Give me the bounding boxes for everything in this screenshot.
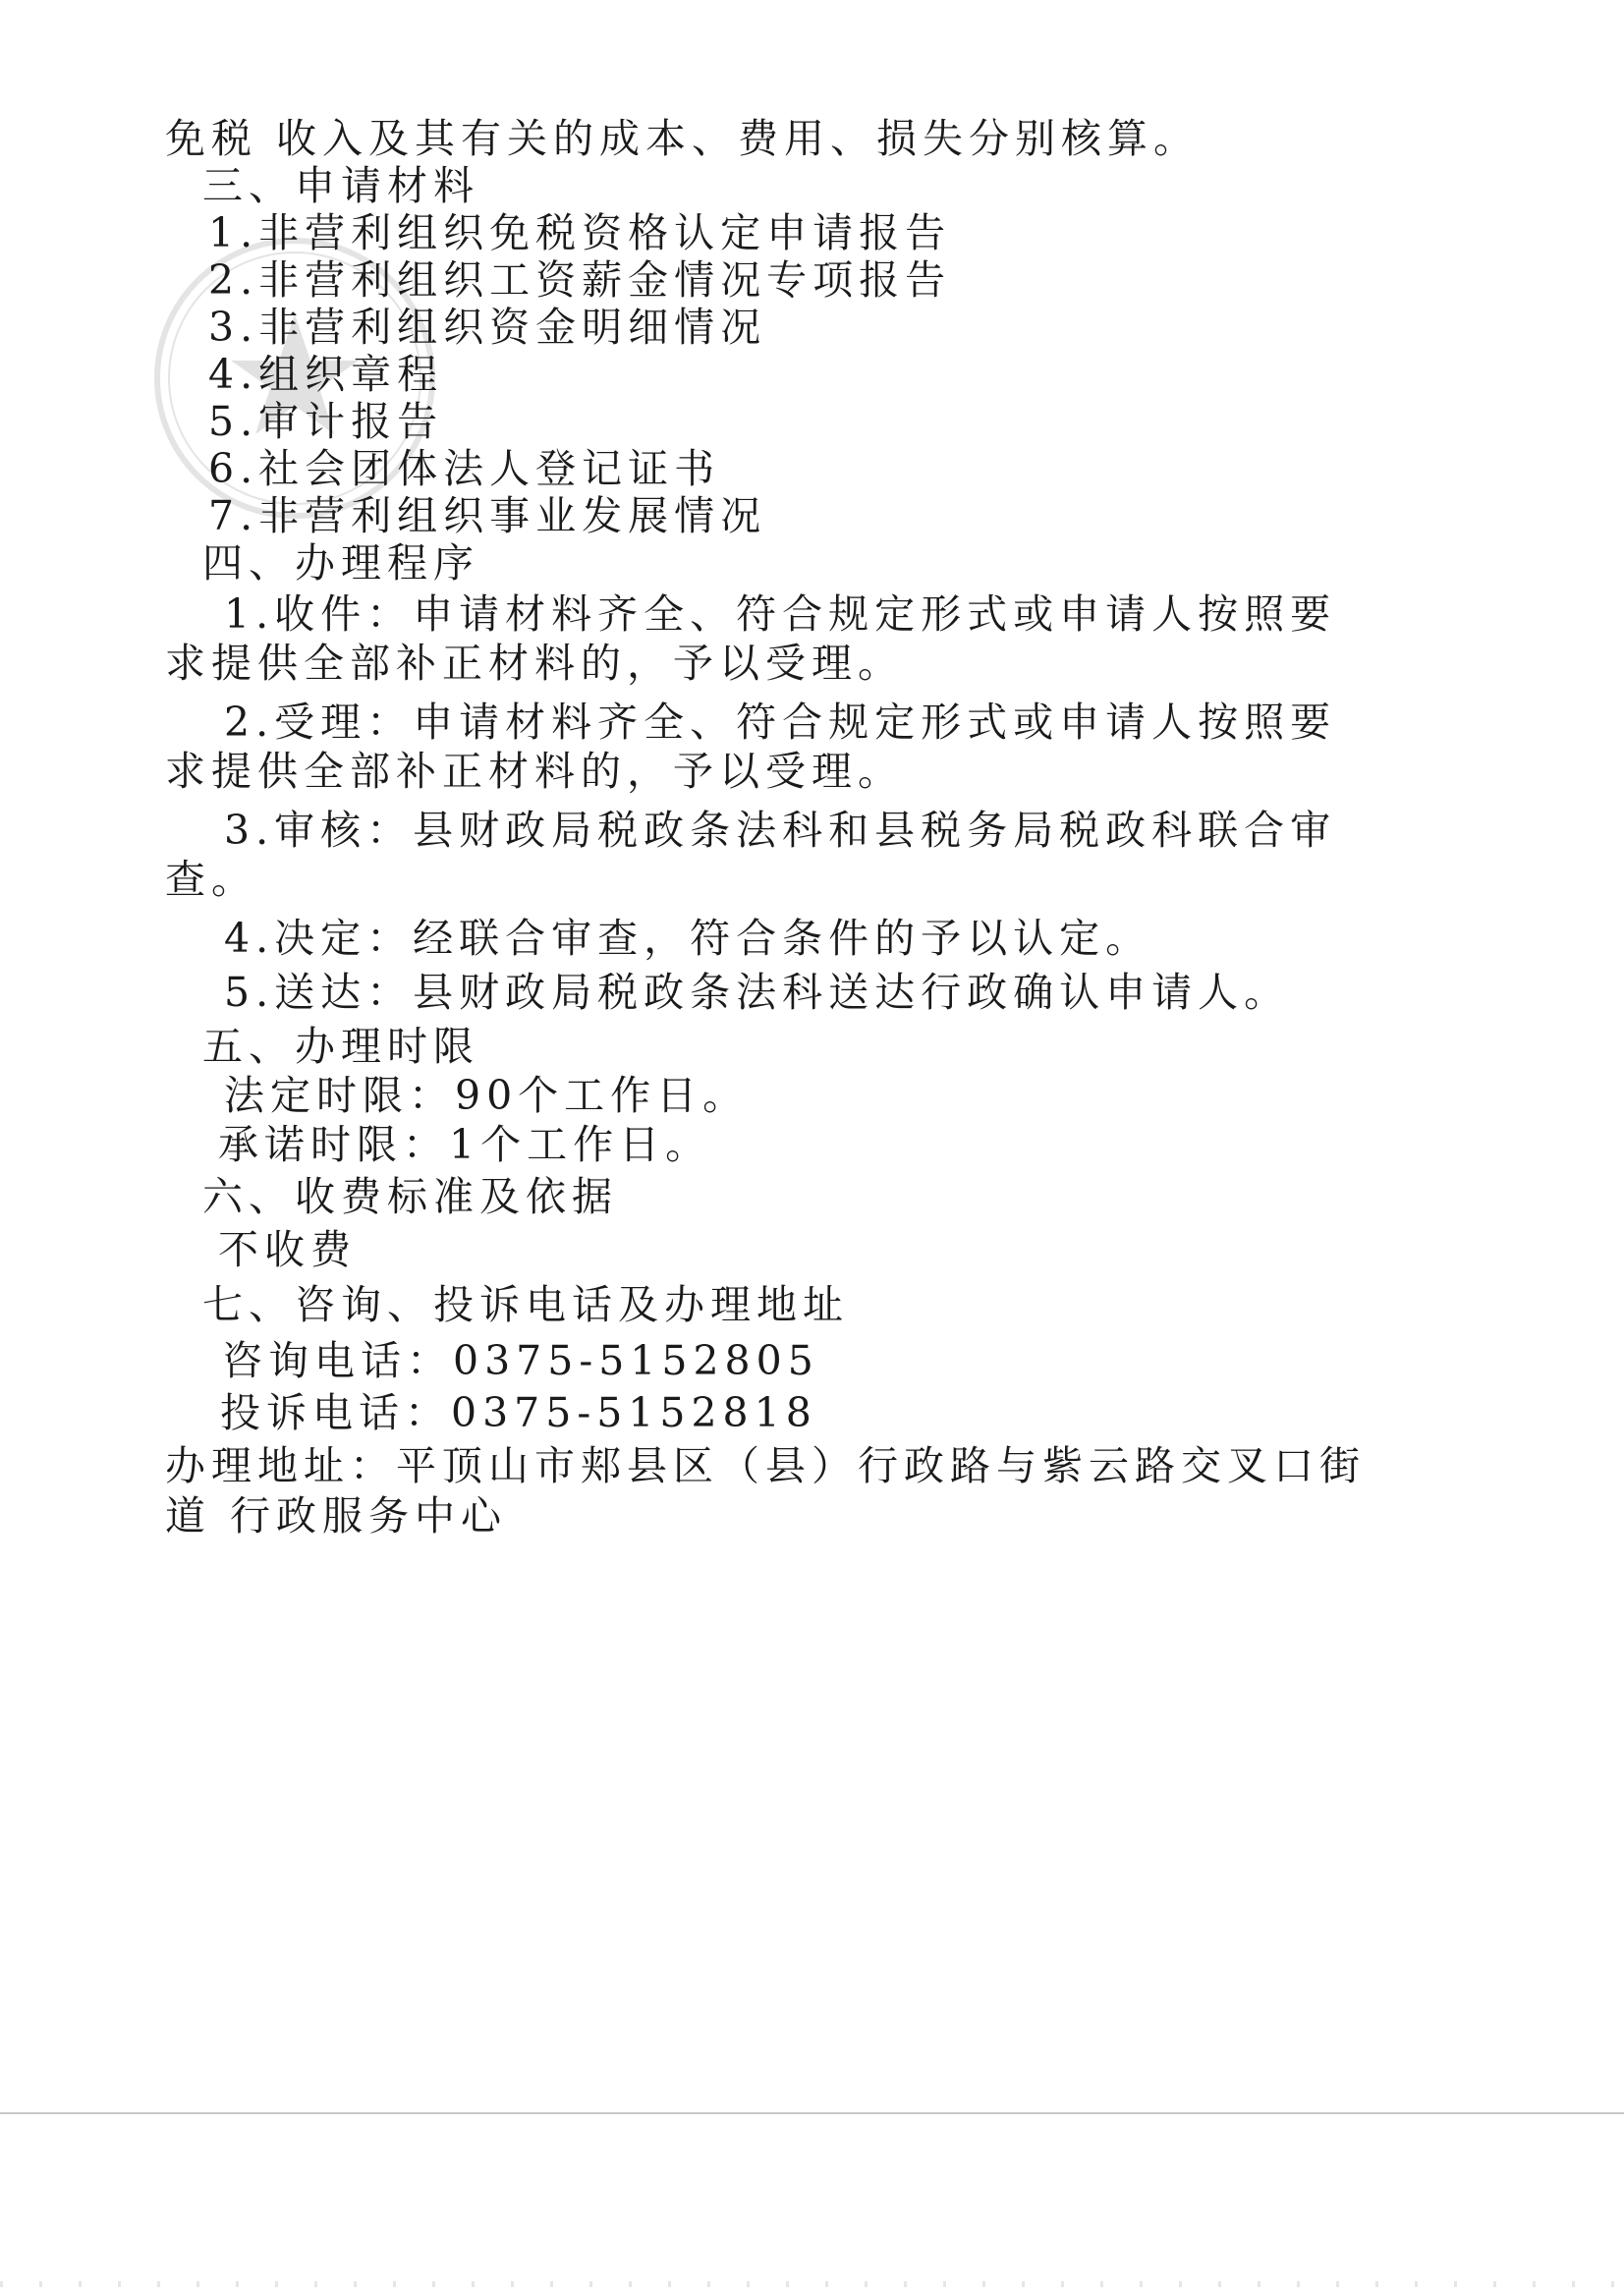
body-text-line: 不收费 [218,1226,357,1273]
address-line: 办理地址：平顶山市郏县区（县）行政路与紫云路交叉口街 [165,1442,1366,1489]
body-text-line: 查。 [165,856,257,903]
list-item: 2.非营利组织工资薪金情况专项报告 [208,256,952,304]
scan-artifacts [0,2281,1624,2287]
section-heading: 四、办理程序 [202,539,479,587]
list-item: 1.非营利组织免税资格认定申请报告 [208,209,952,256]
list-item: 3.非营利组织资金明细情况 [208,304,767,351]
body-text-line: 求提供全部补正材料的，予以受理。 [165,748,904,795]
section-heading: 七、咨询、投诉电话及办理地址 [202,1281,849,1328]
body-text-line: 3.审核：县财政局税政条法科和县税务局税政科联合审 [224,807,1337,854]
body-text-line: 求提供全部补正材料的，予以受理。 [165,640,904,687]
body-text-line: 4.决定：经联合审查，符合条件的予以认定。 [224,915,1152,962]
address-line: 道 行政服务中心 [165,1492,508,1539]
body-text-line: 2.受理：申请材料齐全、符合规定形式或申请人按照要 [224,699,1337,746]
body-text-line: 法定时限：90个工作日。 [224,1072,750,1119]
list-item: 6.社会团体法人登记证书 [208,445,721,492]
body-text-line: 1.收件：申请材料齐全、符合规定形式或申请人按照要 [224,590,1337,638]
list-item: 5.审计报告 [208,398,444,445]
body-text-line: 承诺时限：1个工作日。 [218,1121,712,1168]
section-heading: 三、申请材料 [202,162,479,209]
body-text-line: 免税 收入及其有关的成本、费用、损失分别核算。 [165,115,1201,162]
page-edge-line [0,2112,1624,2114]
body-text-line: 5.送达：县财政局税政条法科送达行政确认申请人。 [224,969,1291,1016]
phone-consult: 咨询电话：0375-5152805 [222,1337,819,1384]
list-item: 4.组织章程 [208,351,444,398]
section-heading: 五、办理时限 [202,1023,479,1070]
list-item: 7.非营利组织事业发展情况 [208,492,767,539]
phone-complaint: 投诉电话：0375-5152818 [220,1389,817,1436]
section-heading: 六、收费标准及依据 [202,1173,618,1220]
